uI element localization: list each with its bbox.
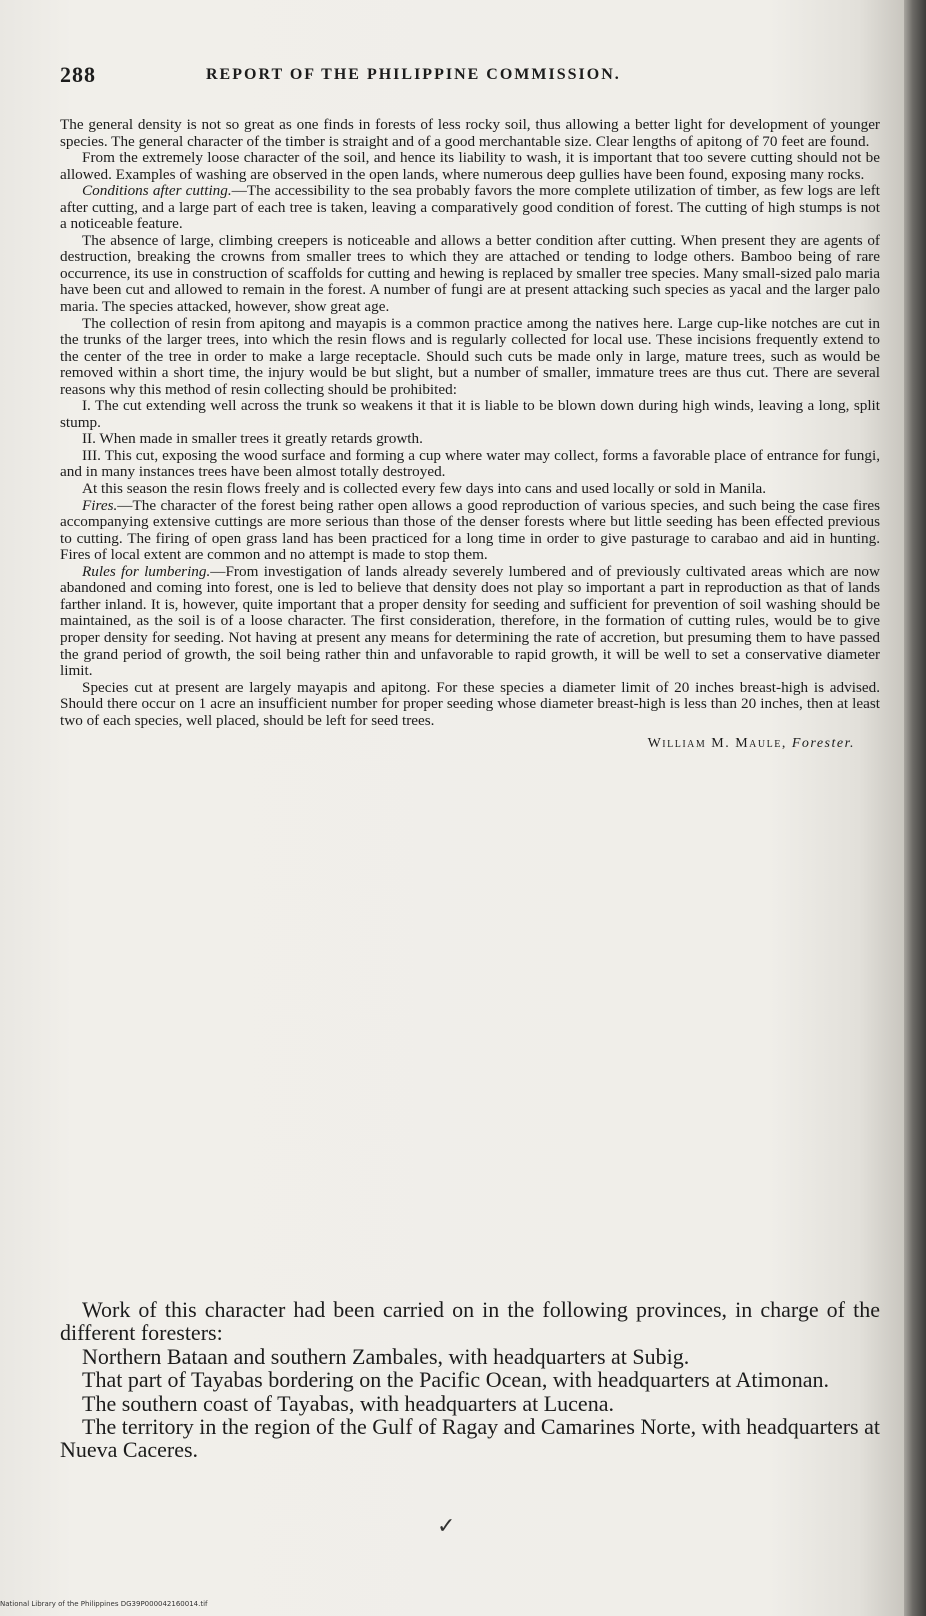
signature-name: William M. Maule, xyxy=(647,736,787,752)
section-heading: Conditions after cutting. xyxy=(82,182,232,200)
paragraph xyxy=(60,498,880,564)
report-body xyxy=(60,117,880,753)
list-item: II. When made in smaller trees it greatly retards growth. xyxy=(82,430,423,448)
paragraph: Species cut at present are largely mayapis and apitong. For these species a diameter limit of 20 inches breast-high is advised. Should there occur on 1 acre an insufficient number for proper seeding whose diameter breast-high is less than 20 inches, then at least two of each species, well placed, should be left for seed trees. xyxy=(60,678,880,729)
paragraph: From the extremely loose character of the soil, and hence its liability to wash, it is important that too severe cutting should not be allowed. Examples of washing are observed in the open lands, where numerous deep gullies have been found, exposing many rocks. xyxy=(60,149,880,183)
commission-text xyxy=(60,1298,880,1462)
scan-footer: National Library of the Philippines DG39P000042160014.tif xyxy=(0,1600,208,1608)
paragraph: The territory in the region of the Gulf of Ragay and Camarines Norte, with headquarters at Nueva Caceres. xyxy=(60,1414,880,1463)
paragraph-text: —The accessibility to the sea probably favors the more complete utilization of timber, as few logs are left after cutting, and a large part of each tree is taken, leaving a comparatively good condition of forest. The cutting of high stumps is not a noticeable feature. xyxy=(60,182,880,233)
paragraph: Northern Bataan and southern Zambales, with headquarters at Subig. xyxy=(82,1343,690,1369)
list-item: III. This cut, exposing the wood surface and forming a cup where water may collect, forms a favorable place of entrance for fungi, and in many instances trees have been almost totally destroyed. xyxy=(60,446,880,481)
binding-edge xyxy=(904,0,926,1616)
paragraph: That part of Tayabas bordering on the Pacific Ocean, with headquarters at Atimonan. xyxy=(82,1367,830,1393)
paragraph xyxy=(60,564,880,680)
signature-title: Forester. xyxy=(791,736,855,752)
paragraph: The southern coast of Tayabas, with headquarters at Lucena. xyxy=(82,1390,614,1416)
paragraph: The general density is not so great as one finds in forests of less rocky soil, thus allowing a better light for development of younger species. The general character of the timber is straight and of a good merchantable size. Clear lengths of apitong of 70 feet are found. xyxy=(60,116,880,150)
paragraph: At this season the resin flows freely and is collected every few days into cans and used locally or sold in Manila. xyxy=(82,480,767,498)
page-header xyxy=(60,62,880,92)
paragraph xyxy=(60,183,880,233)
section-heading: Rules for lumbering. xyxy=(82,562,211,580)
paragraph-text: —The character of the forest being rather open allows a good reproduction of various species, and such being the case fires accompanying extensive cuttings are more serious than those of the denser forests where but little seeding has been effected previous to cutting. The firing of open grass land has been practiced for a long time in order to give pasturage to carabao and aid in hunting. Fires of local extent are common and no attempt is made to stop them. xyxy=(60,496,880,564)
list-item: I. The cut extending well across the trunk so weakens it that it is liable to be blown down during high winds, leaving a long, split stump. xyxy=(60,397,880,431)
page-number: 288 xyxy=(60,62,96,87)
section-heading: Fires. xyxy=(82,496,118,514)
paragraph: Work of this character had been carried on in the following provinces, in charge of the different foresters: xyxy=(60,1297,880,1346)
paragraph-text: —From investigation of lands already severely lumbered and of previously cultivated areas which are now abandoned and coming into forest, one is led to believe that density does not play so important a part in reproduction as that of lands farther inland. It is, however, quite important that a proper density for seeding and sufficient for prevention of soil washing should be maintained, as the soil is of a loose character. The first consideration, therefore, in the formation of cutting rules, would be to give proper density for seeding. Not having at present any means for determining the rate of accretion, but presuming them to have passed the grand period of growth, the soil being rather thin and unfavorable to rapid growth, it will be well to set a conservative diameter limit. xyxy=(60,562,880,680)
running-title: REPORT OF THE PHILIPPINE COMMISSION. xyxy=(206,66,621,83)
paragraph: The collection of resin from apitong and mayapis is a common practice among the natives here. Large cup-like notches are cut in the trunks of the larger trees, into which the resin flows and is regularly collected for local use. These incisions frequently extend to the center of the tree in order to make a large receptacle. Should such cuts be made only in large, mature trees, such as would be removed within a short time, the injury would be but slight, but a number of smaller, immature trees are thus cut. There are several reasons why this method of resin collecting should be prohibited: xyxy=(60,314,880,398)
check-mark-icon: ✓ xyxy=(437,1514,456,1539)
paragraph: The absence of large, climbing creepers is noticeable and allows a better condition after cutting. When present they are agents of destruction, breaking the crowns from smaller trees to which they are attached or tending to lodge others. Bamboo being of rare occurrence, its use in construction of scaffolds for cutting and hewing is replaced by smaller tree species. Many small-sized palo maria have been cut and allowed to remain in the forest. A number of fungi are at present attacking such species as yacal and the larger palo maria. The species attacked, however, show great age. xyxy=(60,231,880,316)
signature xyxy=(60,736,855,753)
